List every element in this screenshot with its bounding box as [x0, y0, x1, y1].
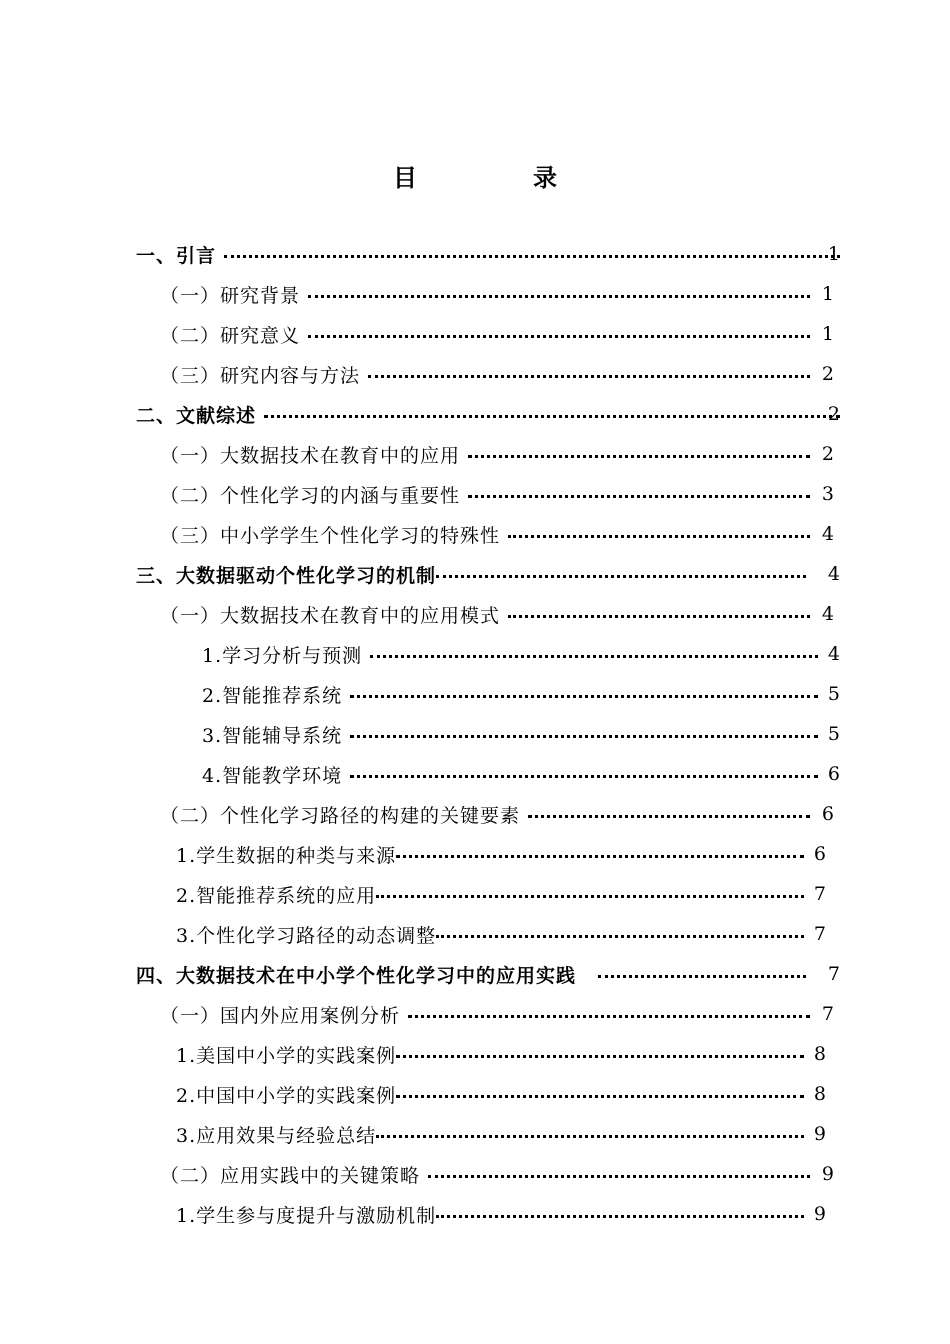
toc-leader-dots — [308, 335, 810, 338]
toc-leader-dots — [508, 535, 810, 538]
toc-entry[interactable] — [0, 594, 950, 634]
toc-entry-page: 1 — [827, 243, 840, 265]
toc-entry[interactable] — [0, 474, 950, 514]
toc-leader-dots — [396, 1095, 804, 1098]
toc-entry-page: 7 — [813, 923, 826, 945]
toc-entry-label: 1.学习分析与预测 — [202, 644, 363, 667]
toc-entry[interactable] — [0, 1114, 950, 1154]
toc-entry[interactable] — [0, 234, 950, 274]
toc-entry-page: 1 — [821, 283, 834, 305]
toc-entry-page: 6 — [827, 763, 840, 785]
toc-entry-page: 6 — [821, 803, 834, 825]
toc-leader-dots — [396, 855, 804, 858]
toc-entry[interactable] — [0, 794, 950, 834]
toc-entry-label: 2.中国中小学的实践案例 — [176, 1084, 397, 1107]
toc-entry-label: （二）个性化学习的内涵与重要性 — [160, 484, 461, 507]
toc-entry-label: 4.智能教学环境 — [202, 764, 343, 787]
toc-entry[interactable] — [0, 554, 950, 594]
toc-entry-label: （一）大数据技术在教育中的应用 — [160, 444, 461, 467]
toc-entry-label: （二）应用实践中的关键策略 — [160, 1164, 421, 1187]
toc-entry[interactable] — [0, 834, 950, 874]
table-of-contents — [0, 234, 950, 1234]
toc-entry[interactable] — [0, 1154, 950, 1194]
toc-entry-page: 3 — [821, 483, 834, 505]
toc-entry-label: （一）大数据技术在教育中的应用模式 — [160, 604, 501, 627]
toc-entry-label: 四、大数据技术在中小学个性化学习中的应用实践 — [136, 964, 577, 987]
toc-entry-page: 5 — [827, 683, 840, 705]
toc-entry-page: 8 — [813, 1083, 826, 1105]
toc-entry-label: （一）国内外应用案例分析 — [160, 1004, 401, 1027]
toc-entry-page: 9 — [813, 1203, 826, 1225]
toc-leader-dots — [428, 1175, 810, 1178]
toc-entry[interactable] — [0, 394, 950, 434]
toc-entry-page: 5 — [827, 723, 840, 745]
toc-leader-dots — [350, 735, 818, 738]
toc-entry-label: （三）中小学学生个性化学习的特殊性 — [160, 524, 501, 547]
toc-entry[interactable] — [0, 874, 950, 914]
toc-entry[interactable] — [0, 274, 950, 314]
toc-entry[interactable] — [0, 434, 950, 474]
toc-entry[interactable] — [0, 994, 950, 1034]
toc-entry-page: 7 — [821, 1003, 834, 1025]
toc-leader-dots — [350, 695, 818, 698]
toc-entry-page: 7 — [827, 963, 840, 985]
toc-leader-dots — [264, 415, 840, 418]
toc-entry-label: 二、文献综述 — [136, 404, 257, 427]
toc-entry-page: 6 — [813, 843, 826, 865]
toc-entry-label: 1.学生参与度提升与激励机制 — [176, 1204, 437, 1227]
toc-entry[interactable] — [0, 1194, 950, 1234]
toc-entry-label: 1.美国中小学的实践案例 — [176, 1044, 397, 1067]
toc-leader-dots — [224, 255, 840, 258]
toc-leader-dots — [396, 1055, 804, 1058]
toc-leader-dots — [468, 495, 810, 498]
toc-entry-page: 1 — [821, 323, 834, 345]
toc-leader-dots — [368, 375, 810, 378]
toc-entry-page: 4 — [827, 643, 840, 665]
toc-entry-page: 2 — [821, 443, 834, 465]
toc-entry[interactable] — [0, 914, 950, 954]
toc-entry-label: 三、大数据驱动个性化学习的机制 — [136, 564, 437, 587]
toc-entry-label: 2.智能推荐系统的应用 — [176, 884, 377, 907]
toc-entry-label: 3.智能辅导系统 — [202, 724, 343, 747]
toc-entry-page: 4 — [827, 563, 840, 585]
toc-leader-dots — [376, 895, 804, 898]
toc-leader-dots — [436, 575, 806, 578]
toc-entry-page: 9 — [813, 1123, 826, 1145]
toc-leader-dots — [508, 615, 810, 618]
toc-entry[interactable] — [0, 314, 950, 354]
toc-entry[interactable] — [0, 954, 950, 994]
toc-entry-label: 1.学生数据的种类与来源 — [176, 844, 397, 867]
toc-leader-dots — [376, 1135, 804, 1138]
toc-leader-dots — [350, 775, 818, 778]
toc-entry-page: 4 — [821, 523, 834, 545]
toc-entry-label: （一）研究背景 — [160, 284, 301, 307]
toc-entry-label: 3.应用效果与经验总结 — [176, 1124, 377, 1147]
toc-leader-dots — [468, 455, 810, 458]
toc-entry-label: 2.智能推荐系统 — [202, 684, 343, 707]
toc-entry-label: （二）个性化学习路径的构建的关键要素 — [160, 804, 521, 827]
toc-leader-dots — [598, 975, 806, 978]
toc-entry[interactable] — [0, 714, 950, 754]
toc-leader-dots — [308, 295, 810, 298]
toc-entry-label: （三）研究内容与方法 — [160, 364, 361, 387]
toc-entry-label: 一、引言 — [136, 244, 217, 267]
toc-leader-dots — [528, 815, 810, 818]
toc-entry[interactable] — [0, 514, 950, 554]
toc-entry-page: 2 — [821, 363, 834, 385]
toc-entry-label: （二）研究意义 — [160, 324, 301, 347]
toc-entry[interactable] — [0, 674, 950, 714]
toc-entry-label: 3.个性化学习路径的动态调整 — [176, 924, 437, 947]
toc-entry-page: 2 — [827, 403, 840, 425]
toc-leader-dots — [408, 1015, 810, 1018]
toc-entry[interactable] — [0, 634, 950, 674]
toc-entry[interactable] — [0, 354, 950, 394]
toc-entry-page: 7 — [813, 883, 826, 905]
toc-leader-dots — [436, 935, 804, 938]
toc-leader-dots — [370, 655, 818, 658]
toc-entry-page: 9 — [821, 1163, 834, 1185]
toc-entry-page: 4 — [821, 603, 834, 625]
toc-leader-dots — [436, 1215, 804, 1218]
toc-entry[interactable] — [0, 1034, 950, 1074]
page-title: 目 录 — [393, 164, 603, 192]
toc-entry-page: 8 — [813, 1043, 826, 1065]
toc-entry[interactable] — [0, 1074, 950, 1114]
toc-entry[interactable] — [0, 754, 950, 794]
